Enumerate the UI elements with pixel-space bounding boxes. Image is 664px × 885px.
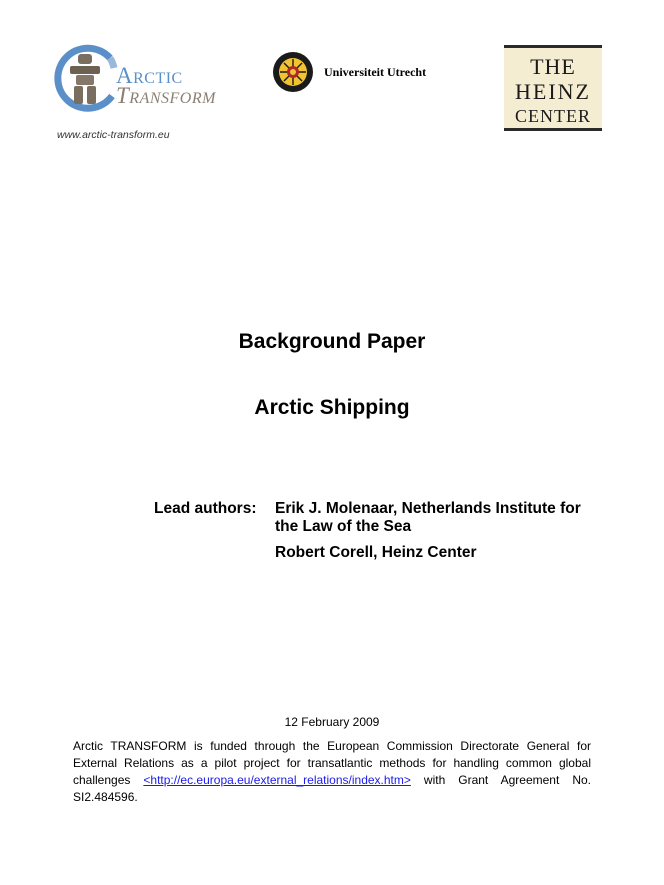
publication-date: 12 February 2009: [284, 715, 380, 729]
author-entry: Robert Corell, Heinz Center: [275, 544, 477, 561]
heinz-logo-line3: CENTER: [515, 106, 591, 126]
arctic-logo-word2: Transform: [116, 83, 216, 108]
funding-text-before: Arctic TRANSFORM is funded through the European Commission Directorate General for External Relations as a pilot project for transatlantic methods for handling common global challenges: [73, 739, 591, 787]
utrecht-sun-seal-icon: [272, 51, 314, 93]
paper-title: Arctic Shipping: [254, 396, 410, 419]
arctic-logo-word1: Arctic: [116, 63, 183, 88]
utrecht-name: Universiteit Utrecht: [324, 65, 427, 79]
inukshuk-ring-icon: [52, 44, 122, 114]
authors-label: Lead authors:: [154, 500, 257, 517]
ec-external-relations-link[interactable]: <http://ec.europa.eu/external_relations/index.htm>: [143, 773, 411, 787]
funding-text-after: with Grant Agreement No. SI2.484596.: [73, 773, 591, 804]
utrecht-logo: [272, 51, 442, 95]
authors-list: [275, 500, 605, 562]
arctic-transform-url: www.arctic-transform.eu: [57, 129, 170, 141]
heinz-logo-line1: THE: [530, 54, 576, 79]
funding-statement: [73, 738, 591, 806]
heinz-logo-line2: HEINZ: [515, 79, 591, 104]
author-entry: Erik J. Molenaar, Netherlands Institute for the Law of the Sea: [275, 500, 581, 535]
heinz-center-logo: [504, 45, 602, 131]
arctic-transform-logo: [52, 44, 252, 116]
paper-type-heading: Background Paper: [238, 330, 426, 353]
